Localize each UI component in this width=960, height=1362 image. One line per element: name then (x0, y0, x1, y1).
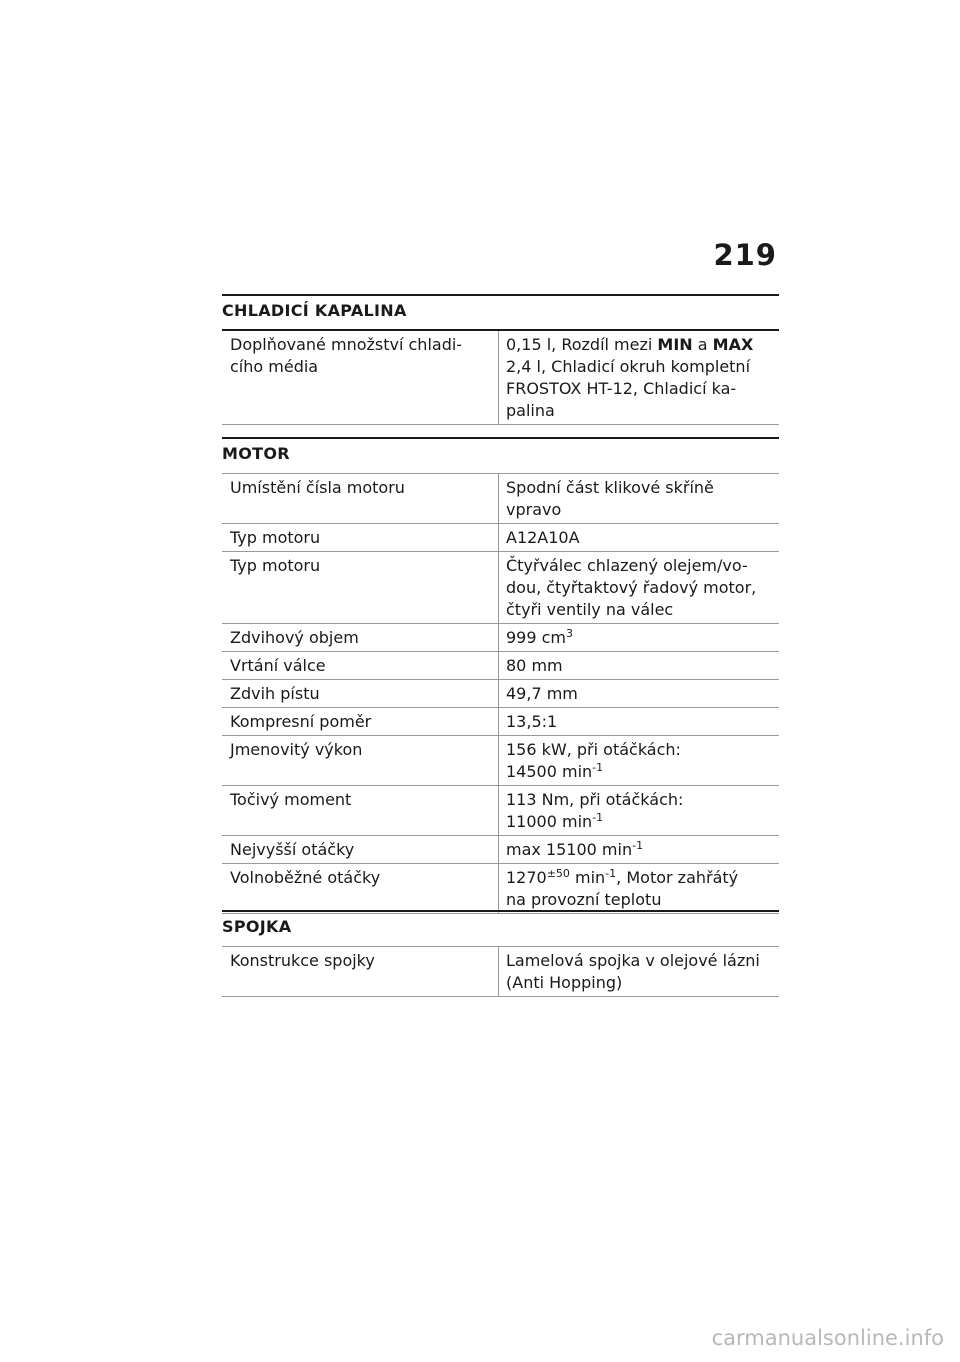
table-row (222, 947, 779, 997)
section-title: MOTOR (222, 437, 779, 468)
spec-label: Doplňované množství chladi- cího média (222, 330, 499, 425)
section-cooling (222, 294, 779, 425)
spec-table (222, 473, 779, 914)
table-row (222, 524, 779, 552)
spec-value: 999 $cm^3$ (499, 624, 780, 652)
spec-value: 156 kW, při otáčkách: 14500 $\min^{-1}$ (499, 736, 780, 786)
table-row (222, 552, 779, 624)
spec-value: A12A10A (499, 524, 780, 552)
spec-label: Zdvihový objem (222, 624, 499, 652)
spec-label: Konstrukce spojky (222, 947, 499, 997)
spec-label: Točivý moment (222, 786, 499, 836)
spec-label: Typ motoru (222, 524, 499, 552)
table-row (222, 864, 779, 914)
spec-value: max 15100 $\min^{-1}$ (499, 836, 780, 864)
spec-label: Vrtání válce (222, 652, 499, 680)
spec-label: Umístění čísla motoru (222, 474, 499, 524)
section-title: SPOJKA (222, 910, 779, 941)
spec-label: Nejvyšší otáčky (222, 836, 499, 864)
section-motor (222, 437, 779, 914)
table-row (222, 680, 779, 708)
section-title: CHLADICÍ KAPALINA (222, 294, 779, 325)
spec-value: Spodní část klikové skříně vpravo (499, 474, 780, 524)
table-row (222, 708, 779, 736)
spec-value: Lamelová spojka v olejové lázni (Anti Hopping) (499, 947, 780, 997)
spec-label: Jmenovitý výkon (222, 736, 499, 786)
spec-table (222, 946, 779, 997)
table-row (222, 786, 779, 836)
section-clutch (222, 910, 779, 997)
spec-value: 49,7 mm (499, 680, 780, 708)
spec-label: Typ motoru (222, 552, 499, 624)
watermark: carmanualsonline.info (711, 1326, 944, 1350)
spec-value: 0,15 l, Rozdíl mezi MIN a MAX 2,4 l, Chladicí okruh kompletní FROSTOX HT-12, Chladicí ka- palina (499, 330, 780, 425)
table-row (222, 736, 779, 786)
spec-value: 13,5:1 (499, 708, 780, 736)
table-row (222, 836, 779, 864)
page-number: 219 (713, 238, 777, 272)
spec-value: $1270^{\pm 50}$ $\min^{-1}$, Motor zahřátý na provozní teplotu (499, 864, 780, 914)
spec-table (222, 329, 779, 425)
spec-value: 113 Nm, při otáčkách: 11000 $\min^{-1}$ (499, 786, 780, 836)
table-row (222, 652, 779, 680)
spec-label: Volnoběžné otáčky (222, 864, 499, 914)
spec-label: Kompresní poměr (222, 708, 499, 736)
spec-value: Čtyřválec chlazený olejem/vo- dou, čtyřtaktový řadový motor, čtyři ventily na válec (499, 552, 780, 624)
table-row (222, 474, 779, 524)
table-row (222, 624, 779, 652)
spec-label: Zdvih pístu (222, 680, 499, 708)
spec-value: 80 mm (499, 652, 780, 680)
table-row (222, 330, 779, 425)
